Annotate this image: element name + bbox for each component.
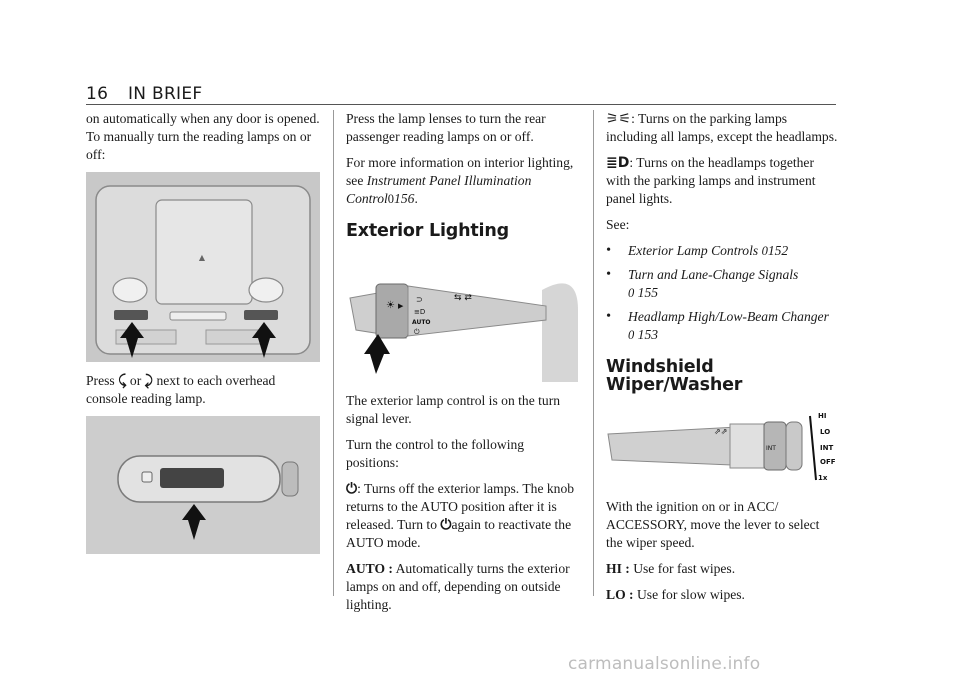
page-ref-icon: 0 bbox=[387, 192, 395, 206]
wiper-hi-label: HI bbox=[818, 412, 827, 420]
column-1 bbox=[86, 110, 320, 564]
paragraph-auto-position: AUTO : Automatically turns the exterior lamps on and off, depending on outside lighting. bbox=[346, 561, 570, 612]
paragraph-parking-lamps: ⚞⚟: Turns on the parking lamps including all lamps, except the headlamps. bbox=[606, 111, 838, 144]
svg-text:≡D: ≡D bbox=[414, 308, 426, 316]
column-2 bbox=[346, 110, 578, 622]
overhead-console-illustration bbox=[86, 172, 320, 362]
auto-label: AUTO : bbox=[346, 561, 393, 576]
svg-text:▲: ▲ bbox=[198, 253, 206, 262]
svg-text:INT: INT bbox=[766, 445, 776, 452]
paragraph-lever: The exterior lamp control is on the turn signal lever. bbox=[346, 393, 561, 426]
svg-text:▶: ▶ bbox=[398, 302, 404, 310]
ref-high-low-beam[interactable]: • Headlamp High/Low-Beam Changer 0 153 bbox=[606, 308, 838, 344]
ref-exterior-lamp-controls[interactable]: • Exterior Lamp Controls 0152 bbox=[606, 242, 838, 260]
page-ref-icon: 0 bbox=[628, 286, 635, 300]
lo-label: LO : bbox=[606, 587, 634, 602]
lamp-lever-illustration bbox=[346, 250, 578, 382]
parking-lamps-icon: ⚞⚟ bbox=[606, 111, 632, 127]
paragraph-wiper-speed: With the ignition on or in ACC/ ACCESSORY, move the lever to select the wiper speed. bbox=[606, 499, 820, 550]
ref-turn-signals[interactable]: • Turn and Lane-Change Signals 0 155 bbox=[606, 266, 838, 302]
watermark: carmanualsonline.info bbox=[568, 654, 761, 674]
svg-text:⊃: ⊃ bbox=[416, 295, 423, 304]
rear-reading-lamp-illustration bbox=[86, 416, 320, 554]
page-header bbox=[86, 84, 203, 104]
ref-instrument-panel[interactable]: Instrument Panel Illumination Control bbox=[346, 173, 532, 206]
svg-text:⇗⇗: ⇗⇗ bbox=[714, 427, 728, 436]
svg-text:⏻: ⏻ bbox=[414, 328, 420, 336]
see-label: See: bbox=[606, 217, 630, 232]
svg-text:⇆ ⇄: ⇆ ⇄ bbox=[454, 293, 472, 303]
column-3 bbox=[606, 110, 838, 612]
paragraph-reading-lamps: on automatically when any door is opened. To manually turn the reading lamps on or off: bbox=[86, 111, 320, 162]
wiper-lo-label: LO bbox=[820, 428, 831, 436]
ref-page[interactable]: 156 bbox=[394, 191, 415, 206]
wiper-1x-label: 1x bbox=[818, 474, 828, 482]
column-divider-2 bbox=[593, 110, 594, 596]
wiper-int-label: INT bbox=[820, 444, 834, 452]
page-ref-icon: 0 bbox=[628, 328, 635, 342]
page-number: 16 bbox=[86, 84, 109, 104]
paragraph-headlamps: ≣D: Turns on the headlamps together with the parking lamps and instrument panel lights. bbox=[606, 155, 816, 206]
wiper-lever-illustration bbox=[606, 404, 838, 488]
power-off-icon: ⏻ bbox=[346, 481, 358, 497]
front-lamp-left-icon[interactable]: ⤹ bbox=[118, 373, 127, 389]
svg-text:☀: ☀ bbox=[386, 300, 395, 311]
heading-exterior-lighting: Exterior Lighting bbox=[346, 221, 509, 241]
paragraph-off-position: ⏻: Turns off the exterior lamps. The knob returns to the AUTO position after it is released. Turn to ⏻again to reactivate the AUTO mode. bbox=[346, 481, 575, 550]
column-divider-1 bbox=[333, 110, 334, 596]
wiper-off-label: OFF bbox=[820, 458, 836, 466]
hi-label: HI : bbox=[606, 561, 630, 576]
heading-wiper-washer: Windshield Wiper/Washer bbox=[606, 357, 743, 395]
header-rule bbox=[86, 104, 836, 105]
front-lamp-right-icon[interactable]: ⤸ bbox=[144, 373, 154, 389]
paragraph-lo: LO : Use for slow wipes. bbox=[606, 587, 745, 602]
paragraph-press-buttons: Press ⤹ or ⤸ next to each overhead console reading lamp. bbox=[86, 373, 276, 406]
paragraph-positions: Turn the control to the following positions: bbox=[346, 437, 525, 470]
page-ref-icon: 0 bbox=[761, 244, 768, 258]
paragraph-rear-lamps: Press the lamp lenses to turn the rear passenger reading lamps on or off. bbox=[346, 111, 546, 144]
paragraph-hi: HI : Use for fast wipes. bbox=[606, 561, 736, 576]
power-off-icon-inline: ⏻ bbox=[440, 517, 452, 533]
headlamp-icon: ≣D bbox=[606, 155, 630, 171]
lever-auto-label: AUTO bbox=[412, 319, 431, 326]
paragraph-more-info: For more information on interior lighting, see Instrument Panel Illumination Control0156. bbox=[346, 155, 574, 206]
section-title: IN BRIEF bbox=[127, 84, 203, 104]
